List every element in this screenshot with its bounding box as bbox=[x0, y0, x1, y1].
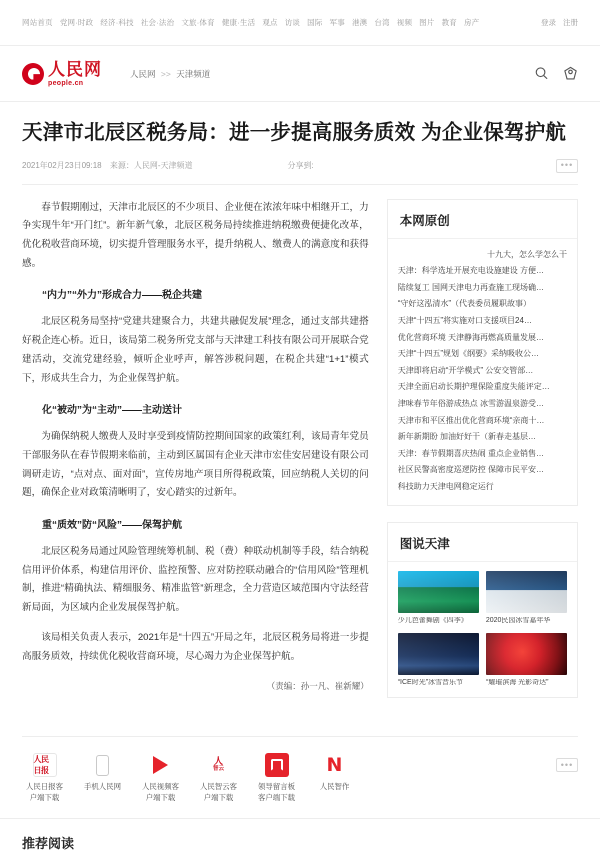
sidebar-link-6[interactable]: 天津即将启动“开学模式” 公安交管部… bbox=[397, 365, 534, 375]
sidebar-link-12[interactable]: 社区民警高密度巡逻防控 保障市民平安… bbox=[397, 465, 544, 475]
app-download-row bbox=[22, 736, 578, 817]
site-header bbox=[0, 46, 600, 102]
recommended-reading-section bbox=[0, 818, 600, 852]
photo-thumbnail bbox=[486, 571, 567, 613]
top-navigation-bar bbox=[0, 0, 600, 46]
sidebar-link-4[interactable]: 优化营商环境 天津静海再燃高质量发展… bbox=[397, 332, 544, 342]
article-paragraph: 该局相关负责人表示，2021年是“十四五”开局之年，北辰区税务局将进一步提高服务质效，持续优化税收营商环境，尽心竭力为企业保驾护航。 bbox=[22, 631, 369, 662]
sidebar-featured-link[interactable]: 十九大，怎么学怎么干 bbox=[487, 249, 567, 259]
login-link[interactable]: 登录 bbox=[541, 18, 556, 27]
app-download-label: 人民智作 bbox=[319, 782, 350, 792]
sidebar-link-10[interactable]: 新年新期盼 加油好好干（新春走基层… bbox=[397, 432, 536, 442]
app-download-item-1[interactable] bbox=[80, 753, 125, 793]
article-paragraph: 春节假期刚过，天津市北辰区的不少项目、企业便在浓浓年味中相继开工，力争实现牛年“开门红”。新年新气象，北辰区税务局持续推进纳税缴费便捷化改革，优化税收营商环境，切实提升管理服务水平，提升纳税人、缴费人的满意度和获得感。 bbox=[22, 201, 369, 269]
panel-original-content bbox=[387, 199, 578, 507]
app-download-label: 人民视频客 户端下载 bbox=[142, 782, 179, 802]
top-nav-link-3[interactable]: 社会·法治 bbox=[140, 18, 175, 27]
article-datetime: 2021年02月23日09:18 bbox=[22, 161, 102, 171]
sidebar-link-2[interactable]: “守好这泓清水”（代表委员履职故事） bbox=[397, 299, 532, 309]
article-paragraph: 北辰区税务局坚持“党建共建聚合力，共建共融促发展”理念，通过支部共建搭好税企连心桥。近日，该局第二税务所党支部与天津建工科技有限公司开展联合党建活动，交流党建经验，倾听企业呼声，解答涉税问题，在税企共建“1+1”模式下，形成共生合力，为企业保驾护航。 bbox=[22, 316, 369, 384]
top-nav-link-2[interactable]: 经济·科技 bbox=[100, 18, 134, 27]
photo-card-3[interactable] bbox=[486, 633, 567, 687]
breadcrumb bbox=[130, 68, 210, 80]
top-nav-auth bbox=[541, 17, 578, 28]
header-icon-group bbox=[534, 66, 578, 81]
photo-thumbnail bbox=[398, 571, 479, 613]
top-nav-links bbox=[22, 17, 541, 28]
top-nav-link-4[interactable]: 文旅·体育 bbox=[181, 18, 215, 27]
breadcrumb-separator: >> bbox=[160, 68, 171, 79]
photo-caption: “耀璀滨海 光影奇达” bbox=[485, 678, 549, 686]
app-row-more-button[interactable]: ••• bbox=[556, 758, 578, 772]
sidebar bbox=[387, 185, 578, 714]
people-daily-app-icon: 人民日报 bbox=[33, 753, 57, 777]
register-link[interactable]: 注册 bbox=[563, 18, 578, 27]
article-datetime-source bbox=[22, 160, 193, 171]
sidebar-link-5[interactable]: 天津“十四五”规划《纲要》采纳吸收公… bbox=[397, 349, 540, 359]
photo-caption: 少儿芭蕾舞剧《四季》 bbox=[397, 617, 468, 625]
sidebar-link-9[interactable]: 天津市和平区推出优化营商环境“亲商十… bbox=[397, 415, 545, 425]
app-download-label: 人民日报客 户端下载 bbox=[26, 782, 63, 802]
article-section-heading: “内力”“外力”形成合力——税企共建 bbox=[42, 290, 202, 302]
app-download-label: 领导留言板 客户端下载 bbox=[258, 782, 295, 802]
top-nav-link-5[interactable]: 健康·生活 bbox=[221, 18, 256, 27]
content-area bbox=[0, 185, 600, 714]
mobile-people-icon bbox=[91, 753, 115, 777]
top-nav-link-7[interactable]: 访谈 bbox=[284, 18, 301, 27]
top-nav-link-8[interactable]: 国际 bbox=[307, 18, 323, 27]
top-nav-link-15[interactable]: 房产 bbox=[463, 18, 480, 27]
app-download-item-5[interactable] bbox=[312, 753, 357, 793]
page-title: 天津市北辰区税务局：进一步提高服务质效 为企业保驾护航 bbox=[22, 121, 567, 144]
photo-caption: 2020民园冰雪嘉年华 bbox=[485, 617, 551, 625]
logo-text bbox=[48, 61, 102, 87]
top-nav-link-0[interactable]: 网站首页 bbox=[22, 18, 53, 27]
location-pin-icon[interactable] bbox=[563, 66, 578, 81]
panel-photo-tianjin bbox=[387, 522, 578, 698]
sidebar-link-13[interactable]: 科技助力天津电网稳定运行 bbox=[397, 481, 494, 491]
photo-card-2[interactable] bbox=[398, 633, 479, 687]
share-label: 分享到: bbox=[287, 161, 314, 171]
people-zhizuo-icon: N bbox=[323, 753, 347, 777]
site-logo[interactable] bbox=[22, 61, 102, 87]
photo-card-0[interactable] bbox=[398, 571, 479, 625]
article-title-block bbox=[0, 102, 600, 185]
article-paragraph: 为确保纳税人缴费人及时享受到疫情防控期间国家的政策红利，该局青年党员干部服务队在春节假期来临前，主动到区属国有企业天津市宏佳安居建设有限公司调研走访，“点对点、面对面”，宣传房地产项目所得税政策，回应纳税人关切的问题，确保企业对政策清晰明了，安心踏实的过新年。 bbox=[22, 431, 369, 499]
article-paragraph: 北辰区税务局通过风险管理统筹机制、税（费）种联动机制等手段，结合纳税信用评价体系，构建信用评价、监控预警、应对防控联动融合的“信用风险”管理机制，推进“精确执法、精细服务、精准监管”新理念，全力营造区域范围内守法经营新局面，为区域内企业发展保驾护航。 bbox=[22, 546, 369, 614]
sidebar-link-0[interactable]: 天津：科学选址开展充电设施建设 方便… bbox=[397, 266, 544, 276]
app-download-label: 人民智云客 户端下载 bbox=[200, 782, 237, 802]
top-nav-link-12[interactable]: 视频 bbox=[396, 18, 413, 27]
share-more-button[interactable]: ••• bbox=[556, 159, 578, 173]
article-meta-row bbox=[22, 159, 578, 185]
app-download-item-2[interactable] bbox=[138, 753, 183, 803]
app-download-label: 手机人民网 bbox=[84, 782, 121, 792]
sidebar-link-8[interactable]: 津味春节年俗游成热点 冰雪游温泉游受… bbox=[397, 398, 544, 408]
recommended-reading-title: 推荐阅读 bbox=[22, 835, 75, 851]
top-nav-link-6[interactable]: 观点 bbox=[262, 18, 278, 27]
sidebar-link-1[interactable]: 陆续复工 国网天津电力再查施工现场确… bbox=[397, 282, 544, 292]
sidebar-link-3[interactable]: 天津“十四五”将实施对口支援项目24… bbox=[397, 316, 532, 326]
logo-chinese-name: 人民网 bbox=[48, 59, 102, 79]
photo-thumbnail bbox=[486, 633, 567, 675]
panel-title-original: 本网原创 bbox=[388, 200, 577, 239]
article-source: 来源：人民网-天津频道 bbox=[109, 161, 193, 171]
breadcrumb-current[interactable]: 天津频道 bbox=[176, 68, 211, 79]
top-nav-link-10[interactable]: 港澳 bbox=[351, 18, 368, 27]
app-download-item-0[interactable] bbox=[22, 753, 67, 803]
article-body bbox=[22, 185, 369, 693]
original-link-list bbox=[388, 239, 577, 506]
top-nav-link-11[interactable]: 台湾 bbox=[374, 18, 390, 27]
people-zhiyun-icon: 人 智云 bbox=[207, 753, 231, 777]
photo-caption: “ICE时光”冰雪音乐节 bbox=[397, 678, 464, 686]
top-nav-link-14[interactable]: 教育 bbox=[441, 18, 457, 27]
top-nav-link-9[interactable]: 军事 bbox=[329, 18, 345, 27]
people-video-icon bbox=[149, 753, 173, 777]
logo-english-name: people.cn bbox=[48, 79, 84, 87]
search-icon[interactable] bbox=[534, 66, 549, 81]
top-nav-link-1[interactable]: 党网·时政 bbox=[59, 18, 94, 27]
photo-card-1[interactable] bbox=[486, 571, 567, 625]
top-nav-link-13[interactable]: 图片 bbox=[419, 18, 435, 27]
article-section-heading: 重“质效”防“风险”——保驾护航 bbox=[42, 520, 182, 532]
sidebar-link-7[interactable]: 天津全面启动长期护理保险重度失能评定… bbox=[397, 382, 550, 392]
article-section-heading: 化“被动”为“主动”——主动送计 bbox=[42, 405, 182, 417]
app-download-item-3[interactable] bbox=[196, 753, 241, 803]
breadcrumb-root[interactable]: 人民网 bbox=[130, 68, 156, 79]
photo-thumbnail bbox=[398, 633, 479, 675]
leader-message-board-icon bbox=[265, 753, 289, 777]
photo-grid bbox=[388, 562, 577, 697]
people-cn-logo-icon bbox=[22, 63, 44, 85]
panel-title-photos: 图说天津 bbox=[388, 523, 577, 562]
app-download-item-4[interactable] bbox=[254, 753, 299, 803]
article-editor-credit: （责编：孙一凡、崔新耀） bbox=[266, 681, 369, 692]
sidebar-link-11[interactable]: 天津：春节假期喜庆热闹 重点企业销售… bbox=[397, 448, 544, 458]
